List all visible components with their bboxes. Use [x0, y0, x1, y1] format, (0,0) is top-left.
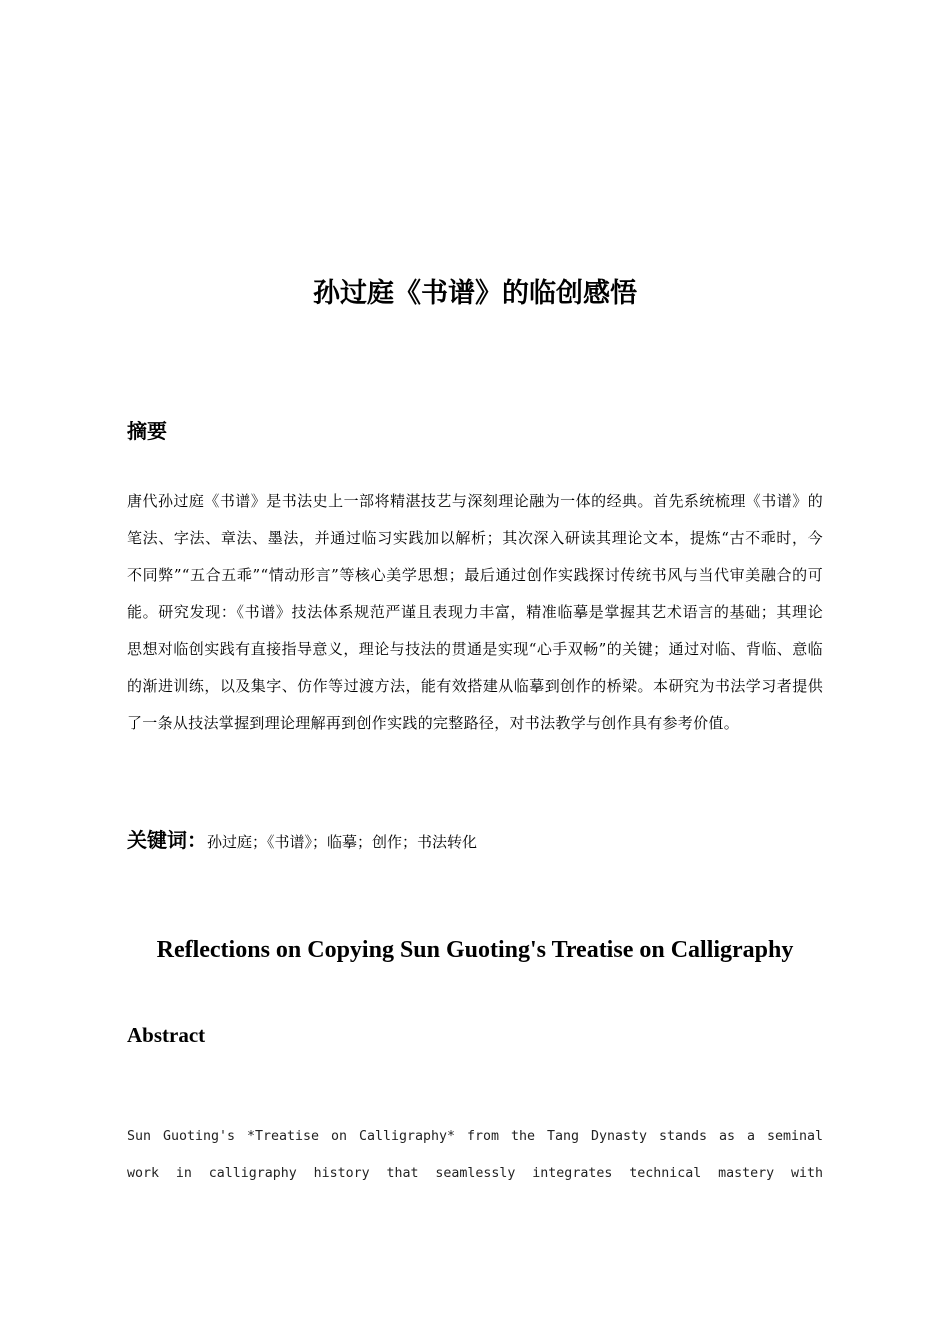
english-abstract-body [127, 1118, 823, 1192]
keywords-line [127, 824, 477, 859]
chinese-title: 孙过庭《书谱》的临创感悟 [313, 278, 637, 309]
chinese-abstract-heading: 摘要 [127, 419, 167, 443]
chinese-abstract-body: 唐代孙过庭《书谱》是书法史上一部将精湛技艺与深刻理论融为一体的经典。首先系统梳理《书谱》的笔法、字法、章法、墨法，并通过临习实践加以解析；其次深入研读其理论文本，提炼“古不乖时，今不同弊”“五合五乖”“情动形言”等核心美学思想；最后通过创作实践探讨传统书风与当代审美融合的可能。研究发现：《书谱》技法体系规范严谨且表现力丰富，精准临摹是掌握其艺术语言的基础；其理论思想对临创实践有直接指导意义，理论与技法的贯通是实现“心手双畅”的关键；通过对临、背临、意临的渐进训练，以及集字、仿作等过渡方法，能有效搭建从临摹到创作的桥梁。本研究为书法学习者提供了一条从技法掌握到理论理解再到创作实践的完整路径，对书法教学与创作具有参考价值。 [127, 492, 823, 732]
english-abstract-line: work in calligraphy history that seamlessly integrates technical mastery with [127, 1166, 823, 1181]
keywords-text: 孙过庭；《书谱》；临摹；创作；书法转化 [207, 833, 478, 851]
english-title: Reflections on Copying Sun Guoting's Treatise on Calligraphy [156, 937, 794, 963]
english-abstract-heading: Abstract [127, 1023, 206, 1047]
english-abstract-line: Sun Guoting's *Treatise on Calligraphy* from the Tang Dynasty stands as a seminal [127, 1129, 823, 1144]
keywords-label: 关键词： [127, 828, 207, 852]
